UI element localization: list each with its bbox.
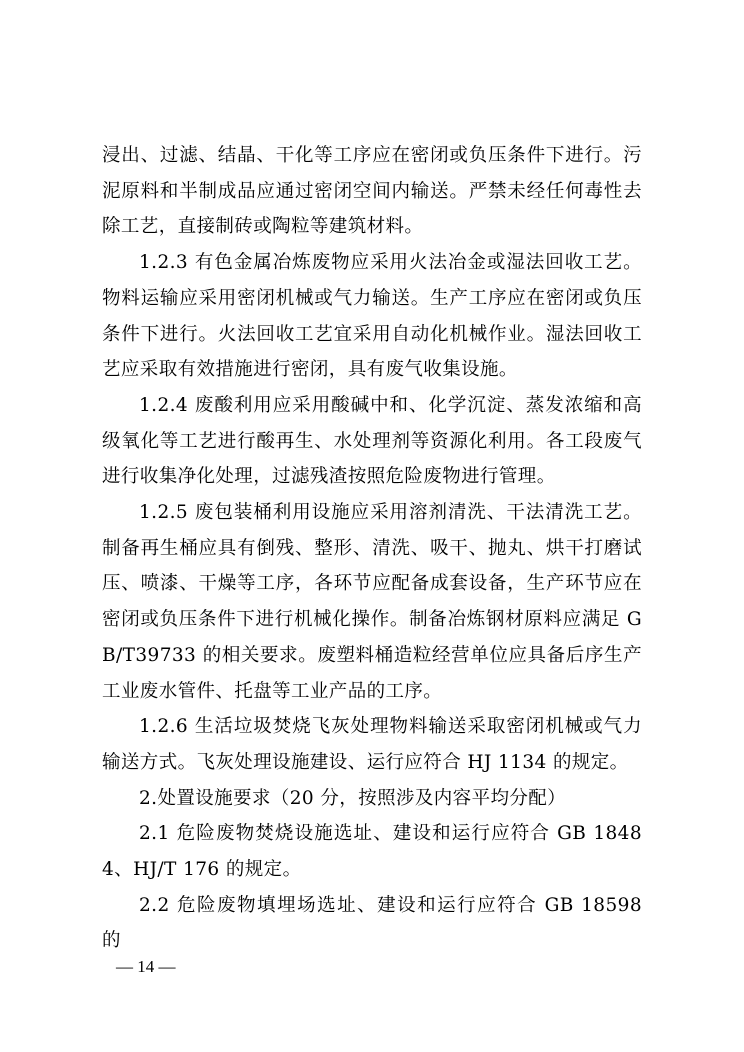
paragraph-p1: 浸出、过滤、结晶、干化等工序应在密闭或负压条件下进行。污泥原料和半制成品应通过密闭空间内输送。严禁未经任何毒性去除工艺，直接制砖或陶粒等建筑材料。 — [102, 145, 642, 238]
body-text — [102, 138, 642, 959]
paragraph-p3: 1.2.4 废酸利用应采用酸碱中和、化学沉淀、蒸发浓缩和高级氧化等工艺进行酸再生、水处理剂等资源化利用。各工段废气进行收集净化处理，过滤残渣按照危险废物进行管理。 — [102, 394, 642, 488]
page-number: — 14 — — [116, 957, 176, 976]
paragraph-p8: 2.2 危险废物填埋场选址、建设和运行应符合 GB 18598 的 — [102, 894, 642, 952]
paragraph-p2: 1.2.3 有色金属冶炼废物应采用火法冶金或湿法回收工艺。物料运输应采用密闭机械或气力输送。生产工序应在密闭或负压条件下进行。火法回收工艺宜采用自动化机械作业。湿法回收工艺应采取有效措施进行密闭，具有废气收集设施。 — [102, 252, 642, 381]
paragraph-p4: 1.2.5 废包装桶利用设施应采用溶剂清洗、干法清洗工艺。制备再生桶应具有倒残、整形、清洗、吸干、抛丸、烘干打磨试压、喷漆、干燥等工序，各环节应配备成套设备，生产环节应在密闭或负压条件下进行机械化操作。制备冶炼钢材原料应满足 GB/T39733 的相关要求。废塑料桶造粒经营单位应具备后序生产工业废水管件、托盘等工业产品的工序。 — [102, 502, 642, 702]
paragraph-p5: 1.2.6 生活垃圾焚烧飞灰处理物料输送采取密闭机械或气力输送方式。飞灰处理设施建设、运行应符合 HJ 1134 的规定。 — [102, 716, 642, 773]
paragraph-p6: 2.处置设施要求（20 分，按照涉及内容平均分配） — [139, 787, 567, 809]
paragraph-p7: 2.1 危险废物焚烧设施选址、建设和运行应符合 GB 18484、HJ/T 176 的规定。 — [102, 823, 642, 881]
